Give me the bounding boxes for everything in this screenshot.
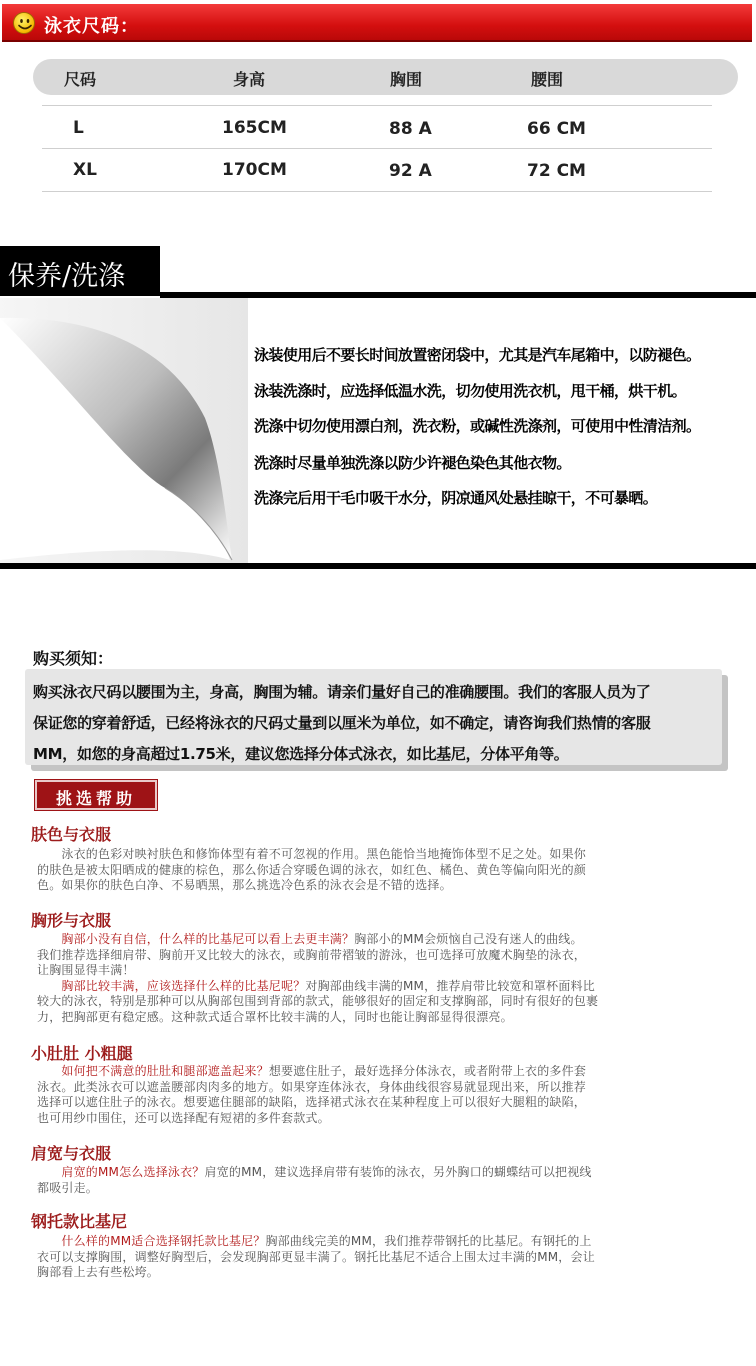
paragraph-line: 选择可以遮住肚子的泳衣。想要遮住腿部的缺陷，选择裙式泳衣在某种程度上可以很好大腿粗的缺陷， xyxy=(37,1095,587,1109)
section-paragraph xyxy=(37,1064,713,1126)
purchase-line: 购买泳衣尺码以腰围为主，身高，胸围为辅。请亲们量好自己的准确腰围。我们的客服人员为了 xyxy=(33,683,651,701)
section-paragraph xyxy=(37,932,713,1025)
paragraph-line: 力，把胸部更有稳定感。这种款式适合罩杯比较丰满的人，同时也能让胸部显得很漂亮。 xyxy=(37,1009,513,1024)
paragraph-line: 衣可以支撑胸围，调整好胸型后，会发现胸部更显丰满了。钢托比基尼不适合上围太过丰满的MM，会让 xyxy=(37,1249,595,1264)
paragraph-line: 让胸围显得丰满！ xyxy=(37,963,135,977)
section-title: 肤色与衣服 xyxy=(31,825,112,844)
section-paragraph xyxy=(37,1165,713,1196)
section-title: 小肚肚 小粗腿 xyxy=(31,1044,133,1063)
care-line: 洗涤中切勿使用漂白剂，洗衣粉，或碱性洗涤剂，可使用中性清洁剂。 xyxy=(254,417,701,435)
selection-help-label: 挑选帮助 xyxy=(55,789,136,808)
paragraph-line: 胸部看上去有些松垮。 xyxy=(37,1265,160,1279)
smiley-icon xyxy=(13,12,35,34)
selection-help-badge xyxy=(35,780,157,810)
table-cell-size: XL xyxy=(73,160,97,180)
table-cell-size: L xyxy=(73,118,84,138)
paragraph-line: 的肤色是被太阳晒成的健康的棕色，那么你适合穿暖色调的泳衣，如红色、橘色、黄色等偏向阳光的颜 xyxy=(37,862,587,877)
table-cell-bust: 88 A xyxy=(389,119,432,139)
paragraph-line: 泳衣的色彩对映衬肤色和修饰体型有着不可忽视的作用。黑色能恰当地掩饰体型不足之处。如果你 xyxy=(37,847,587,861)
header-waist: 腰围 xyxy=(531,70,564,89)
section-title: 钢托款比基尼 xyxy=(31,1212,128,1231)
section-paragraph xyxy=(37,1234,713,1281)
table-cell-waist: 66 CM xyxy=(527,119,586,139)
header-bust: 胸围 xyxy=(390,70,423,89)
purchase-title: 购买须知： xyxy=(33,649,114,668)
paragraph-line: 肩宽的MM怎么选择泳衣？肩宽的MM，建议选择肩带有装饰的泳衣，另外胸口的蝴蝶结可以把视线 xyxy=(37,1165,592,1179)
paragraph-line: 都吸引走。 xyxy=(37,1180,99,1195)
table-divider xyxy=(42,148,712,149)
section-title: 肩宽与衣服 xyxy=(31,1144,112,1163)
care-line: 泳装使用后不要长时间放置密闭袋中，尤其是汽车尾箱中，以防褪色。 xyxy=(254,346,701,364)
care-line: 洗涤完后用干毛巾吸干水分，阴凉通风处悬挂晾干，不可暴晒。 xyxy=(254,489,658,507)
paragraph-line: 色。如果你的肤色白净、不易晒黑，那么挑选冷色系的泳衣会是不错的选择。 xyxy=(37,878,452,892)
care-title-tag xyxy=(0,246,160,296)
paragraph-line: 也可用纱巾围住，还可以选择配有短裙的多件套款式。 xyxy=(37,1110,330,1125)
purchase-notes-box xyxy=(25,669,722,765)
paragraph-line: 如何把不满意的肚肚和腿部遮盖起来？想要遮住肚子，最好选择分体泳衣，或者附带上衣的多件套 xyxy=(37,1064,587,1078)
section-title: 胸形与衣服 xyxy=(31,911,112,930)
paragraph-line: 我们推荐选择细肩带、胸前开叉比较大的泳衣，或胸前带褶皱的游泳，也可选择可放魔术胸垫的泳衣， xyxy=(37,947,587,962)
table-cell-height: 165CM xyxy=(222,118,287,138)
care-line: 洗涤时尽量单独洗涤以防少许褪色染色其他衣物。 xyxy=(254,454,571,472)
table-divider xyxy=(42,105,712,106)
paragraph-line: 泳衣。此类泳衣可以遮盖腰部肉肉多的地方。如果穿连体泳衣，身体曲线很容易就显现出来，所以推荐 xyxy=(37,1079,587,1094)
page-curl-graphic xyxy=(0,298,248,563)
table-cell-waist: 72 CM xyxy=(527,161,586,181)
care-bottom-rule xyxy=(0,563,756,569)
care-top-rule xyxy=(160,292,756,298)
size-chart-header xyxy=(2,4,752,42)
size-table-header-row xyxy=(33,59,738,95)
table-divider xyxy=(42,191,712,192)
paragraph-line: 胸部小没有自信，什么样的比基尼可以看上去更丰满？胸部小的MM会烦恼自己没有迷人的曲线。 xyxy=(37,932,583,946)
purchase-line: 保证您的穿着舒适，已经将泳衣的尺码丈量到以厘米为单位，如不确定，请咨询我们热情的客服 xyxy=(33,714,651,732)
header-height: 身高 xyxy=(233,70,266,89)
purchase-line: MM，如您的身高超过1.75米，建议您选择分体式泳衣，如比基尼，分体平角等。 xyxy=(33,745,569,763)
section-paragraph xyxy=(37,847,713,894)
paragraph-line: 较大的泳衣，特别是那种可以从胸部包围到背部的款式，能够很好的固定和支撑胸部，同时有很好的包裹 xyxy=(37,994,599,1008)
header-size: 尺码 xyxy=(64,70,97,89)
care-title: 保养/洗涤 xyxy=(8,261,126,292)
care-line: 泳装洗涤时，应选择低温水洗，切勿使用洗衣机，甩干桶，烘干机。 xyxy=(254,382,687,400)
paragraph-line: 什么样的MM适合选择钢托款比基尼？胸部曲线完美的MM，我们推荐带钢托的比基尼。有钢托的上 xyxy=(37,1234,592,1248)
table-cell-bust: 92 A xyxy=(389,161,432,181)
paragraph-line: 胸部比较丰满，应该选择什么样的比基尼呢？对胸部曲线丰满的MM，推荐肩带比较宽和罩杯面料比 xyxy=(37,978,595,993)
table-cell-height: 170CM xyxy=(222,160,287,180)
size-chart-title: 泳衣尺码： xyxy=(44,16,139,37)
